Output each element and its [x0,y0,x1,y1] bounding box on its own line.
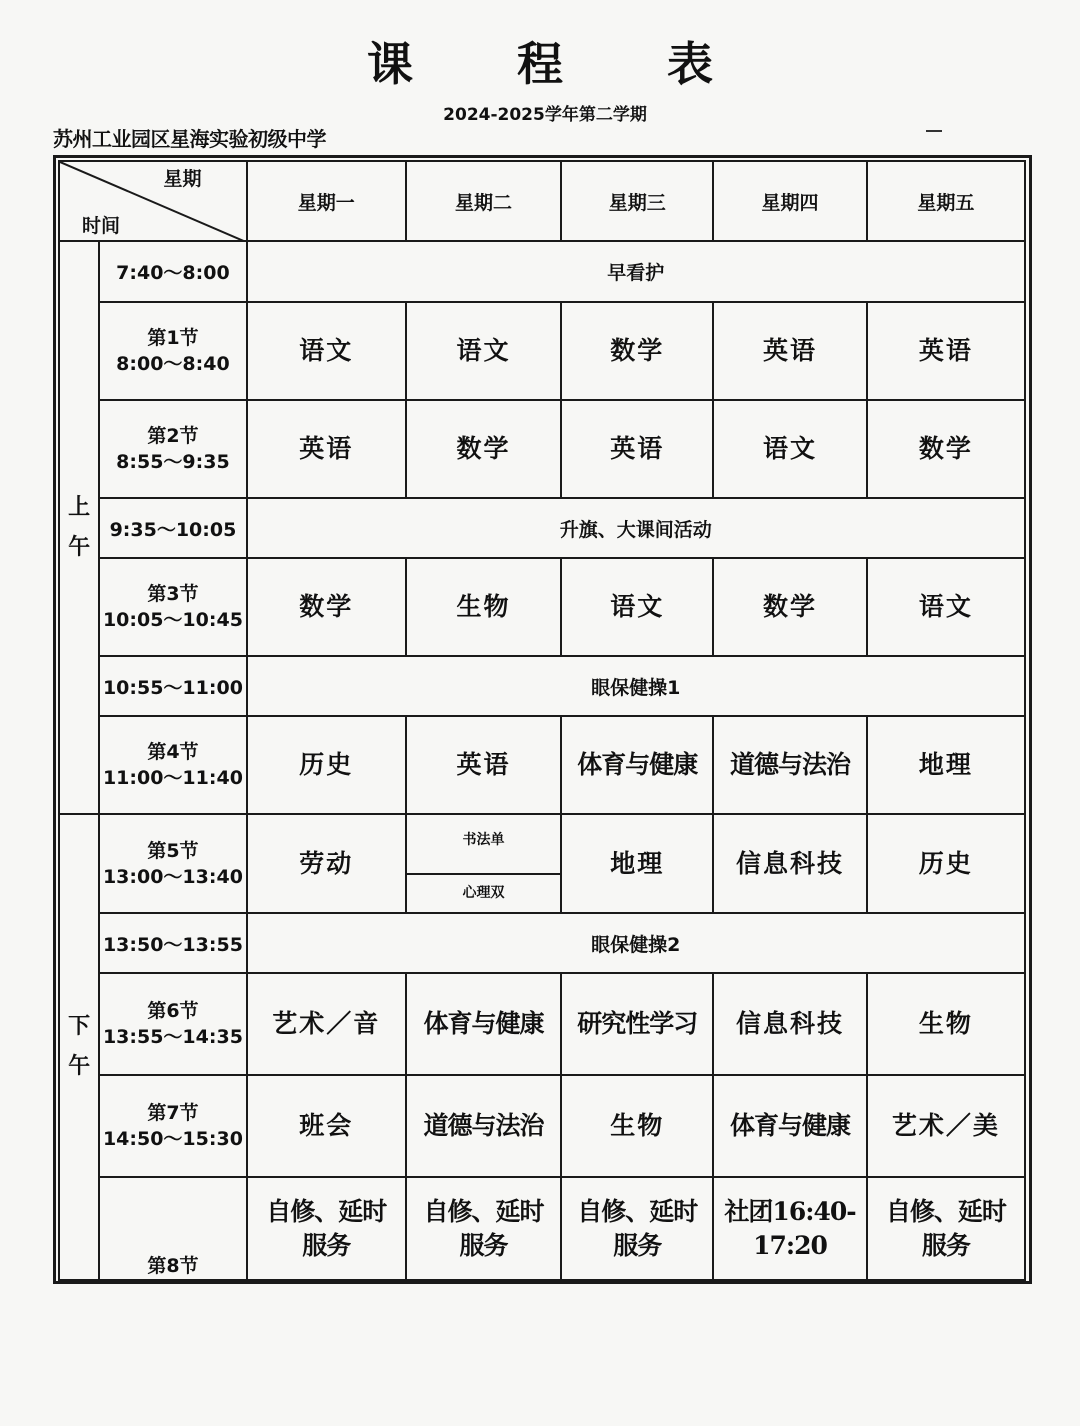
period-cell [99,1177,246,1280]
subject-cell [713,1177,866,1280]
title-char: 程 [517,37,563,91]
table-row [59,302,1025,400]
split-subject-cell [406,814,561,913]
page-title [0,28,1080,94]
subject-cell: 语文 [247,302,406,400]
subject-cell: 语文 [561,558,713,656]
subject-cell: 语文 [713,400,866,498]
event-cell: 眼保健操1 [247,656,1025,716]
subject-cell: 英语 [713,302,866,400]
table-row [59,400,1025,498]
time-cell: 9:35～10:05 [99,498,246,558]
subject-cell: 英语 [867,302,1025,400]
subject-cell: 生物 [867,973,1025,1075]
subject-cell: 语文 [406,302,561,400]
afternoon-label [59,814,99,1280]
subject-cell: 地理 [867,716,1025,814]
period-time: 13:55～14:35 [102,1026,243,1048]
period-number: 第5节 [147,839,199,862]
period-cell [99,814,246,913]
subject-cell [867,1177,1025,1280]
school-name: 苏州工业园区星海实验初级中学 [53,127,326,151]
table-row [59,498,1025,558]
period-number: 第7节 [147,1102,199,1124]
cell-line: 服务 [613,1230,662,1260]
time-cell: 10:55～11:00 [99,656,246,716]
subject-cell [247,1177,406,1280]
header-row [59,161,1025,241]
morning-label [59,241,99,814]
period-cell [99,1075,246,1177]
subject-cell: 历史 [867,814,1025,913]
cell-line: 社团16:40- [724,1196,856,1226]
subject-cell: 信息科技 [713,973,866,1075]
day-header: 星期二 [406,161,561,241]
table-row [59,241,1025,302]
period-cell [99,302,246,400]
afternoon-char: 下 [68,1014,91,1039]
subject-cell: 英语 [247,400,406,498]
day-header: 星期三 [561,161,713,241]
day-header: 星期四 [713,161,866,241]
cell-line: 自修、延时 [266,1196,387,1226]
title-char: 课 [367,37,413,91]
subject-cell: 历史 [247,716,406,814]
subject-cell [561,1177,713,1280]
afternoon-char: 午 [68,1054,91,1079]
period-time: 14:50～15:30 [102,1128,243,1150]
timetable [58,160,1026,1281]
subject-cell: 体育与健康 [713,1075,866,1177]
subject-cell: 道德与法治 [406,1075,561,1177]
period-number: 第1节 [147,327,199,349]
cell-line: 自修、延时 [423,1196,544,1226]
subject-cell: 生物 [406,558,561,656]
subject-cell: 数学 [867,400,1025,498]
split-top-label: 书法单 [462,832,505,848]
period-number: 第4节 [147,741,199,763]
period-time: 13:00～13:40 [102,865,243,888]
split-divider [407,873,560,875]
subject-cell: 艺术／美 [867,1075,1025,1177]
cell-line: 17:20 [753,1230,827,1260]
cell-line: 服务 [921,1230,970,1260]
subject-cell: 语文 [867,558,1025,656]
time-cell: 7:40～8:00 [99,241,246,302]
table-row [59,716,1025,814]
table-row [59,558,1025,656]
subject-cell: 信息科技 [713,814,866,913]
period-time: 8:55～9:35 [116,451,230,473]
subject-cell: 生物 [561,1075,713,1177]
subject-cell: 数学 [713,558,866,656]
cell-line: 自修、延时 [885,1196,1006,1226]
table-row [59,656,1025,716]
subject-cell: 数学 [406,400,561,498]
event-cell: 眼保健操2 [247,913,1025,973]
corner-time-label: 时间 [82,215,121,237]
table-row [59,1075,1025,1177]
cell-line: 自修、延时 [577,1196,698,1226]
table-row [59,973,1025,1075]
split-bottom-label: 心理双 [462,885,505,901]
period-number: 第3节 [147,583,199,605]
cell-line: 服务 [302,1230,351,1260]
corner-cell [59,161,247,241]
day-header: 星期一 [247,161,406,241]
cell-line: 服务 [459,1230,508,1260]
subject-cell: 数学 [561,302,713,400]
event-cell: 升旗、大课间活动 [247,498,1025,558]
term-label: 2024-2025学年第二学期 [443,105,647,125]
time-cell: 13:50～13:55 [99,913,246,973]
table-row [59,913,1025,973]
subject-cell: 数学 [247,558,406,656]
subject-cell: 道德与法治 [713,716,866,814]
period-time: 11:00～11:40 [102,767,243,789]
subject-cell: 艺术／音 [247,973,406,1075]
table-row [59,814,1025,913]
subject-cell [406,1177,561,1280]
title-char: 表 [667,37,713,91]
period-time: 10:05～10:45 [102,609,243,631]
subject-cell: 班会 [247,1075,406,1177]
period-cell [99,558,246,656]
morning-char: 上 [68,494,91,520]
event-cell: 早看护 [247,241,1025,302]
corner-weekday-label: 星期 [163,168,202,190]
subject-cell: 研究性学习 [561,973,713,1075]
table-row [59,1177,1025,1280]
subject-cell: 英语 [406,716,561,814]
subject-cell: 劳动 [247,814,406,913]
period-cell [99,400,246,498]
morning-char: 午 [68,534,91,560]
pen-mark [926,130,942,132]
period-cell [99,973,246,1075]
subject-cell: 地理 [561,814,713,913]
subject-cell: 英语 [561,400,713,498]
period-number: 第6节 [147,1000,199,1022]
subject-cell: 体育与健康 [561,716,713,814]
period-time: 8:00～8:40 [116,353,230,375]
period-cell [99,716,246,814]
day-header: 星期五 [867,161,1025,241]
period-number: 第2节 [147,425,199,447]
subject-cell: 体育与健康 [406,973,561,1075]
period-number: 第8节 [147,1255,199,1277]
